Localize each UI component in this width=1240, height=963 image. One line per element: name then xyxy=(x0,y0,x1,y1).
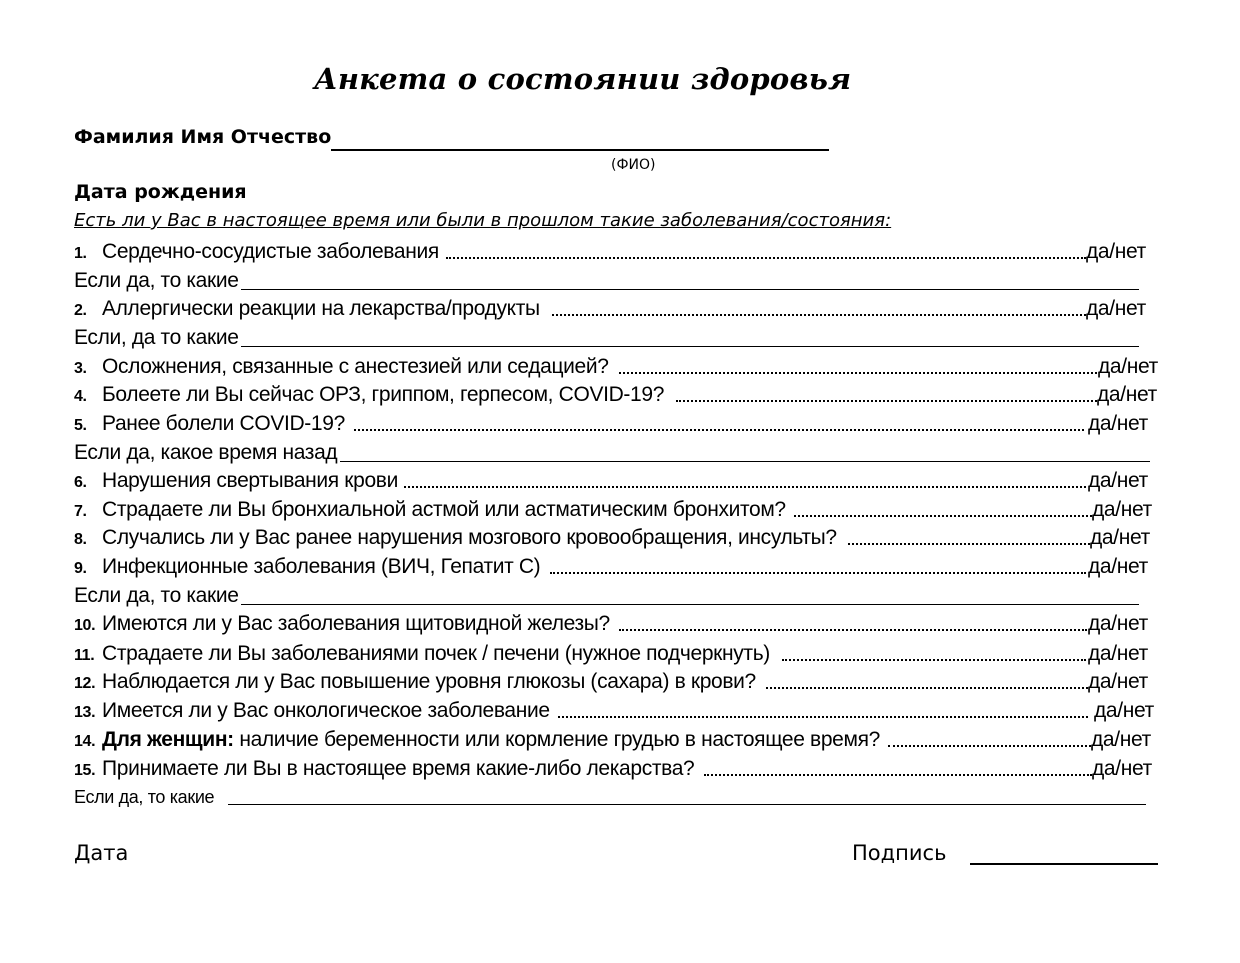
answer-yes-no[interactable]: да/нет xyxy=(1086,240,1146,263)
dot-leader xyxy=(446,255,1086,259)
question-number: 12. xyxy=(74,675,96,692)
answer-yes-no[interactable]: да/нет xyxy=(1094,699,1154,722)
answer-yes-no[interactable]: да/нет xyxy=(1091,728,1151,751)
followup-label: Если, да то какие xyxy=(74,326,239,349)
followup-15 xyxy=(74,784,214,810)
question-9 xyxy=(74,554,1154,580)
dot-leader xyxy=(888,743,1091,747)
question-11 xyxy=(74,641,1154,667)
question-7 xyxy=(74,497,1164,523)
question-text: Осложнения, связанные с анестезией или седацией? xyxy=(102,355,609,378)
followup-1 xyxy=(74,268,239,294)
dot-leader xyxy=(848,541,1090,545)
question-text: Имеются ли у Вас заболевания щитовидной железы? xyxy=(102,612,610,635)
birth-date-label: Дата рождения xyxy=(74,181,247,203)
question-number: 5. xyxy=(74,417,87,434)
followup-5 xyxy=(74,440,337,466)
answer-yes-no[interactable]: да/нет xyxy=(1092,498,1152,521)
question-number: 1. xyxy=(74,245,87,262)
followup-5-line[interactable] xyxy=(340,461,1150,462)
fio-label: Фамилия Имя Отчество xyxy=(74,126,332,148)
dot-leader xyxy=(354,427,1084,431)
followup-2-line[interactable] xyxy=(241,346,1139,347)
question-15 xyxy=(74,756,1164,782)
question-5 xyxy=(74,411,1154,437)
question-number: 14. xyxy=(74,733,96,750)
question-number: 3. xyxy=(74,360,87,377)
question-number: 6. xyxy=(74,474,87,491)
answer-yes-no[interactable]: да/нет xyxy=(1088,642,1148,665)
question-text: Имеется ли у Вас онкологическое заболевание xyxy=(102,699,550,722)
question-text: Принимаете ли Вы в настоящее время какие-либо лекарства? xyxy=(102,757,695,780)
question-number: 11. xyxy=(74,647,95,664)
question-12 xyxy=(74,669,1164,695)
question-13 xyxy=(74,698,1164,724)
question-number: 13. xyxy=(74,704,96,721)
dot-leader xyxy=(676,398,1097,402)
question-3 xyxy=(74,354,1164,380)
question-text: Сердечно-сосудистые заболевания xyxy=(102,240,439,263)
question-text: Аллергически реакции на лекарства/продукты xyxy=(102,297,540,320)
question-text: Страдаете ли Вы заболеваниями почек / печени (нужное подчеркнуть) xyxy=(102,642,770,665)
question-text: Страдаете ли Вы бронхиальной астмой или астматическим бронхитом? xyxy=(102,498,786,521)
followup-label: Если да, то какие xyxy=(74,787,215,807)
answer-yes-no[interactable]: да/нет xyxy=(1090,526,1150,549)
question-number: 8. xyxy=(74,531,87,548)
question-10 xyxy=(74,611,1154,637)
dot-leader xyxy=(619,370,1097,374)
question-8 xyxy=(74,525,1164,551)
question-text: Случались ли у Вас ранее нарушения мозгового кровообращения, инсульты? xyxy=(102,526,837,549)
answer-yes-no[interactable]: да/нет xyxy=(1097,383,1157,406)
dot-leader xyxy=(558,714,1088,718)
answer-yes-no[interactable]: да/нет xyxy=(1092,757,1152,780)
dot-leader xyxy=(782,657,1086,661)
dot-leader xyxy=(552,312,1086,316)
answer-yes-no[interactable]: да/нет xyxy=(1086,297,1146,320)
question-text: Инфекционные заболевания (ВИЧ, Гепатит С) xyxy=(102,555,541,578)
followup-label: Если да, какое время назад xyxy=(74,441,338,464)
question-number: 15. xyxy=(74,762,96,779)
followup-label: Если да, то какие xyxy=(74,269,239,292)
signature-line[interactable] xyxy=(970,863,1158,865)
question-number: 9. xyxy=(74,560,87,577)
dot-leader xyxy=(766,685,1088,689)
question-text: Нарушения свертывания крови xyxy=(102,469,398,492)
question-4 xyxy=(74,382,1164,408)
signature-label: Подпись xyxy=(852,841,947,865)
question-text: наличие беременности или кормление грудью в настоящее время? xyxy=(239,728,880,751)
followup-1-line[interactable] xyxy=(241,289,1139,290)
page-title: Анкета о состоянии здоровья xyxy=(314,62,852,96)
date-label: Дата xyxy=(74,841,129,865)
women-only-label: Для женщин: xyxy=(102,728,234,751)
question-text: Ранее болели COVID-19? xyxy=(102,412,345,435)
followup-9 xyxy=(74,583,239,609)
dot-leader xyxy=(619,627,1087,631)
fio-caption: (ФИО) xyxy=(611,157,656,173)
question-number: 10. xyxy=(74,617,96,634)
question-text: Болеете ли Вы сейчас ОРЗ, гриппом, герпесом, COVID-19? xyxy=(102,383,665,406)
answer-yes-no[interactable]: да/нет xyxy=(1088,670,1148,693)
question-14 xyxy=(74,727,1164,753)
answer-yes-no[interactable]: да/нет xyxy=(1098,355,1158,378)
question-number: 2. xyxy=(74,302,87,319)
question-number: 4. xyxy=(74,388,87,405)
intro-text: Есть ли у Вас в настоящее время или были в прошлом такие заболевания/состояния: xyxy=(74,210,892,231)
question-text: Наблюдается ли у Вас повышение уровня глюкозы (сахара) в крови? xyxy=(102,670,756,693)
followup-2 xyxy=(74,325,239,351)
dot-leader xyxy=(794,513,1092,517)
dot-leader xyxy=(550,570,1086,574)
question-1 xyxy=(74,239,1154,265)
dot-leader xyxy=(704,772,1092,776)
answer-yes-no[interactable]: да/нет xyxy=(1088,555,1148,578)
answer-yes-no[interactable]: да/нет xyxy=(1088,412,1148,435)
question-6 xyxy=(74,468,1154,494)
question-2 xyxy=(74,296,1154,322)
dot-leader xyxy=(404,484,1086,488)
fio-field-line[interactable] xyxy=(331,149,829,151)
followup-9-line[interactable] xyxy=(241,604,1139,605)
followup-label: Если да, то какие xyxy=(74,584,239,607)
answer-yes-no[interactable]: да/нет xyxy=(1088,612,1148,635)
question-number: 7. xyxy=(74,503,87,520)
answer-yes-no[interactable]: да/нет xyxy=(1088,469,1148,492)
followup-15-line[interactable] xyxy=(228,804,1146,805)
